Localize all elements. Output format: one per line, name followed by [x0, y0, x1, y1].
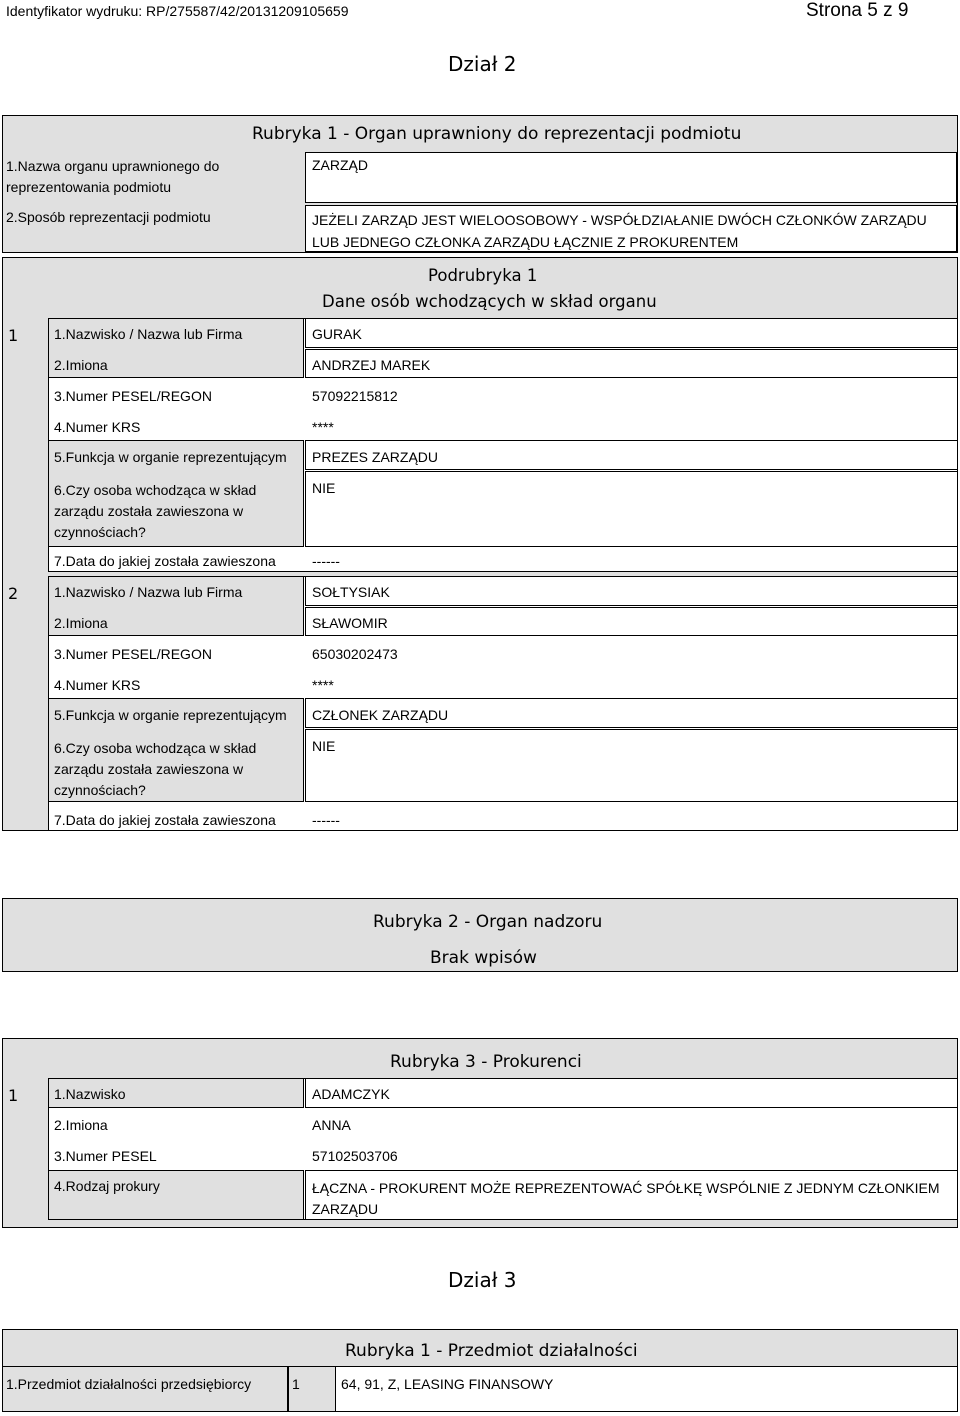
person-2-suspended-label: 6.Czy osoba wchodząca w skład zarządu została zawieszona w czynnościach? — [54, 740, 257, 798]
person-1-suspended-label: 6.Czy osoba wchodząca w skład zarządu została zawieszona w czynnościach? — [54, 482, 257, 540]
person-2-names-label: 2.Imiona — [54, 615, 108, 631]
person-1-pesel: 57092215812 — [312, 388, 398, 404]
person-1-suspended-until-label: 7.Data do jakiej została zawieszona — [54, 553, 276, 569]
activity-label: 1.Przedmiot działalności przedsiębiorcy — [6, 1376, 252, 1392]
person-2-suspended: NIE — [312, 738, 336, 754]
rubryka-2-empty-text: Brak wpisów — [430, 948, 537, 968]
activity-value: 64, 91, Z, LEASING FINANSOWY — [341, 1376, 554, 1392]
person-2-function: CZŁONEK ZARZĄDU — [312, 707, 449, 723]
person-2-surname-label: 1.Nazwisko / Nazwa lub Firma — [54, 584, 243, 600]
person-1-suspended: NIE — [312, 480, 336, 496]
person-2-krs-label: 4.Numer KRS — [54, 677, 141, 693]
prokurent-number: 1 — [8, 1086, 19, 1105]
person-2-value-cell-2 — [305, 607, 958, 636]
person-2-value-cell-1 — [305, 576, 958, 606]
person-1-surname-label: 1.Nazwisko / Nazwa lub Firma — [54, 326, 243, 342]
person-2-names: SŁAWOMIR — [312, 615, 388, 631]
person-2-number: 2 — [8, 584, 19, 603]
prokurent-value-cell-1 — [305, 1078, 958, 1108]
prokurent-type: ŁĄCZNA - PROKURENT MOŻE REPREZENTOWAĆ SPÓŁKĘ WSPÓLNIE Z JEDNYM CZŁONKIEM ZARZĄDU — [312, 1180, 940, 1217]
print-identifier: Identyfikator wydruku: RP/275587/42/20131209105659 — [6, 3, 349, 19]
person-1-names: ANDRZEJ MAREK — [312, 357, 431, 373]
section-title-dzial-3: Dział 3 — [448, 1268, 517, 1292]
person-1-krs: **** — [312, 419, 334, 435]
prokurent-pesel: 57102503706 — [312, 1148, 398, 1164]
prokurent-names-label: 2.Imiona — [54, 1117, 108, 1133]
prokurent-pesel-label: 3.Numer PESEL — [54, 1148, 157, 1164]
person-2-value-cell-6 — [305, 729, 958, 802]
prokurent-names: ANNA — [312, 1117, 351, 1133]
section-title-dzial-2: Dział 2 — [448, 52, 517, 76]
dzial-3-rubryka-1-title: Rubryka 1 - Przedmiot działalności — [345, 1341, 638, 1361]
activity-number: 1 — [292, 1376, 300, 1392]
representation-label: 2.Sposób reprezentacji podmiotu — [6, 209, 211, 225]
person-1-pesel-label: 3.Numer PESEL/REGON — [54, 388, 212, 404]
page-number: Strona 5 z 9 — [806, 0, 909, 21]
rubryka-1-title: Rubryka 1 - Organ uprawniony do reprezentacji podmiotu — [252, 124, 742, 144]
person-2-pesel: 65030202473 — [312, 646, 398, 662]
prokurent-surname-label: 1.Nazwisko — [54, 1086, 126, 1102]
person-2-suspended-until: ------ — [312, 812, 340, 828]
person-1-names-label: 2.Imiona — [54, 357, 108, 373]
person-1-value-cell-1 — [305, 318, 958, 348]
person-2-suspended-until-label: 7.Data do jakiej została zawieszona — [54, 812, 276, 828]
person-2-krs: **** — [312, 677, 334, 693]
podrubryka-1-subtitle: Dane osób wchodzących w skład organu — [322, 292, 657, 311]
organ-name-label: 1.Nazwa organu uprawnionego do reprezentowania podmiotu — [6, 158, 220, 195]
person-1-krs-label: 4.Numer KRS — [54, 419, 141, 435]
organ-name-value: ZARZĄD — [312, 157, 368, 173]
person-1-value-cell-6 — [305, 471, 958, 547]
person-2-function-label: 5.Funkcja w organie reprezentującym — [54, 707, 287, 723]
person-1-function-label: 5.Funkcja w organie reprezentującym — [54, 449, 287, 465]
person-1-suspended-until: ------ — [312, 553, 340, 569]
rubryka-2-title: Rubryka 2 - Organ nadzoru — [373, 912, 603, 932]
person-1-surname: GURAK — [312, 326, 362, 342]
organ-name-value-cell — [305, 152, 957, 203]
prokurent-surname: ADAMCZYK — [312, 1086, 390, 1102]
person-1-function: PREZES ZARZĄDU — [312, 449, 439, 465]
person-2-surname: SOŁTYSIAK — [312, 584, 390, 600]
podrubryka-1-title: Podrubryka 1 — [428, 266, 538, 285]
representation-value: JEŻELI ZARZĄD JEST WIELOOSOBOWY - WSPÓŁDZIAŁANIE DWÓCH CZŁONKÓW ZARZĄDU LUB JEDNEGO CZŁONKA ZARZĄDU ŁĄCZNIE Z PROKURENTEM — [312, 212, 927, 250]
prokurent-type-label: 4.Rodzaj prokury — [54, 1178, 160, 1194]
rubryka-3-title: Rubryka 3 - Prokurenci — [390, 1052, 582, 1072]
person-2-pesel-label: 3.Numer PESEL/REGON — [54, 646, 212, 662]
person-1-number: 1 — [8, 326, 19, 345]
